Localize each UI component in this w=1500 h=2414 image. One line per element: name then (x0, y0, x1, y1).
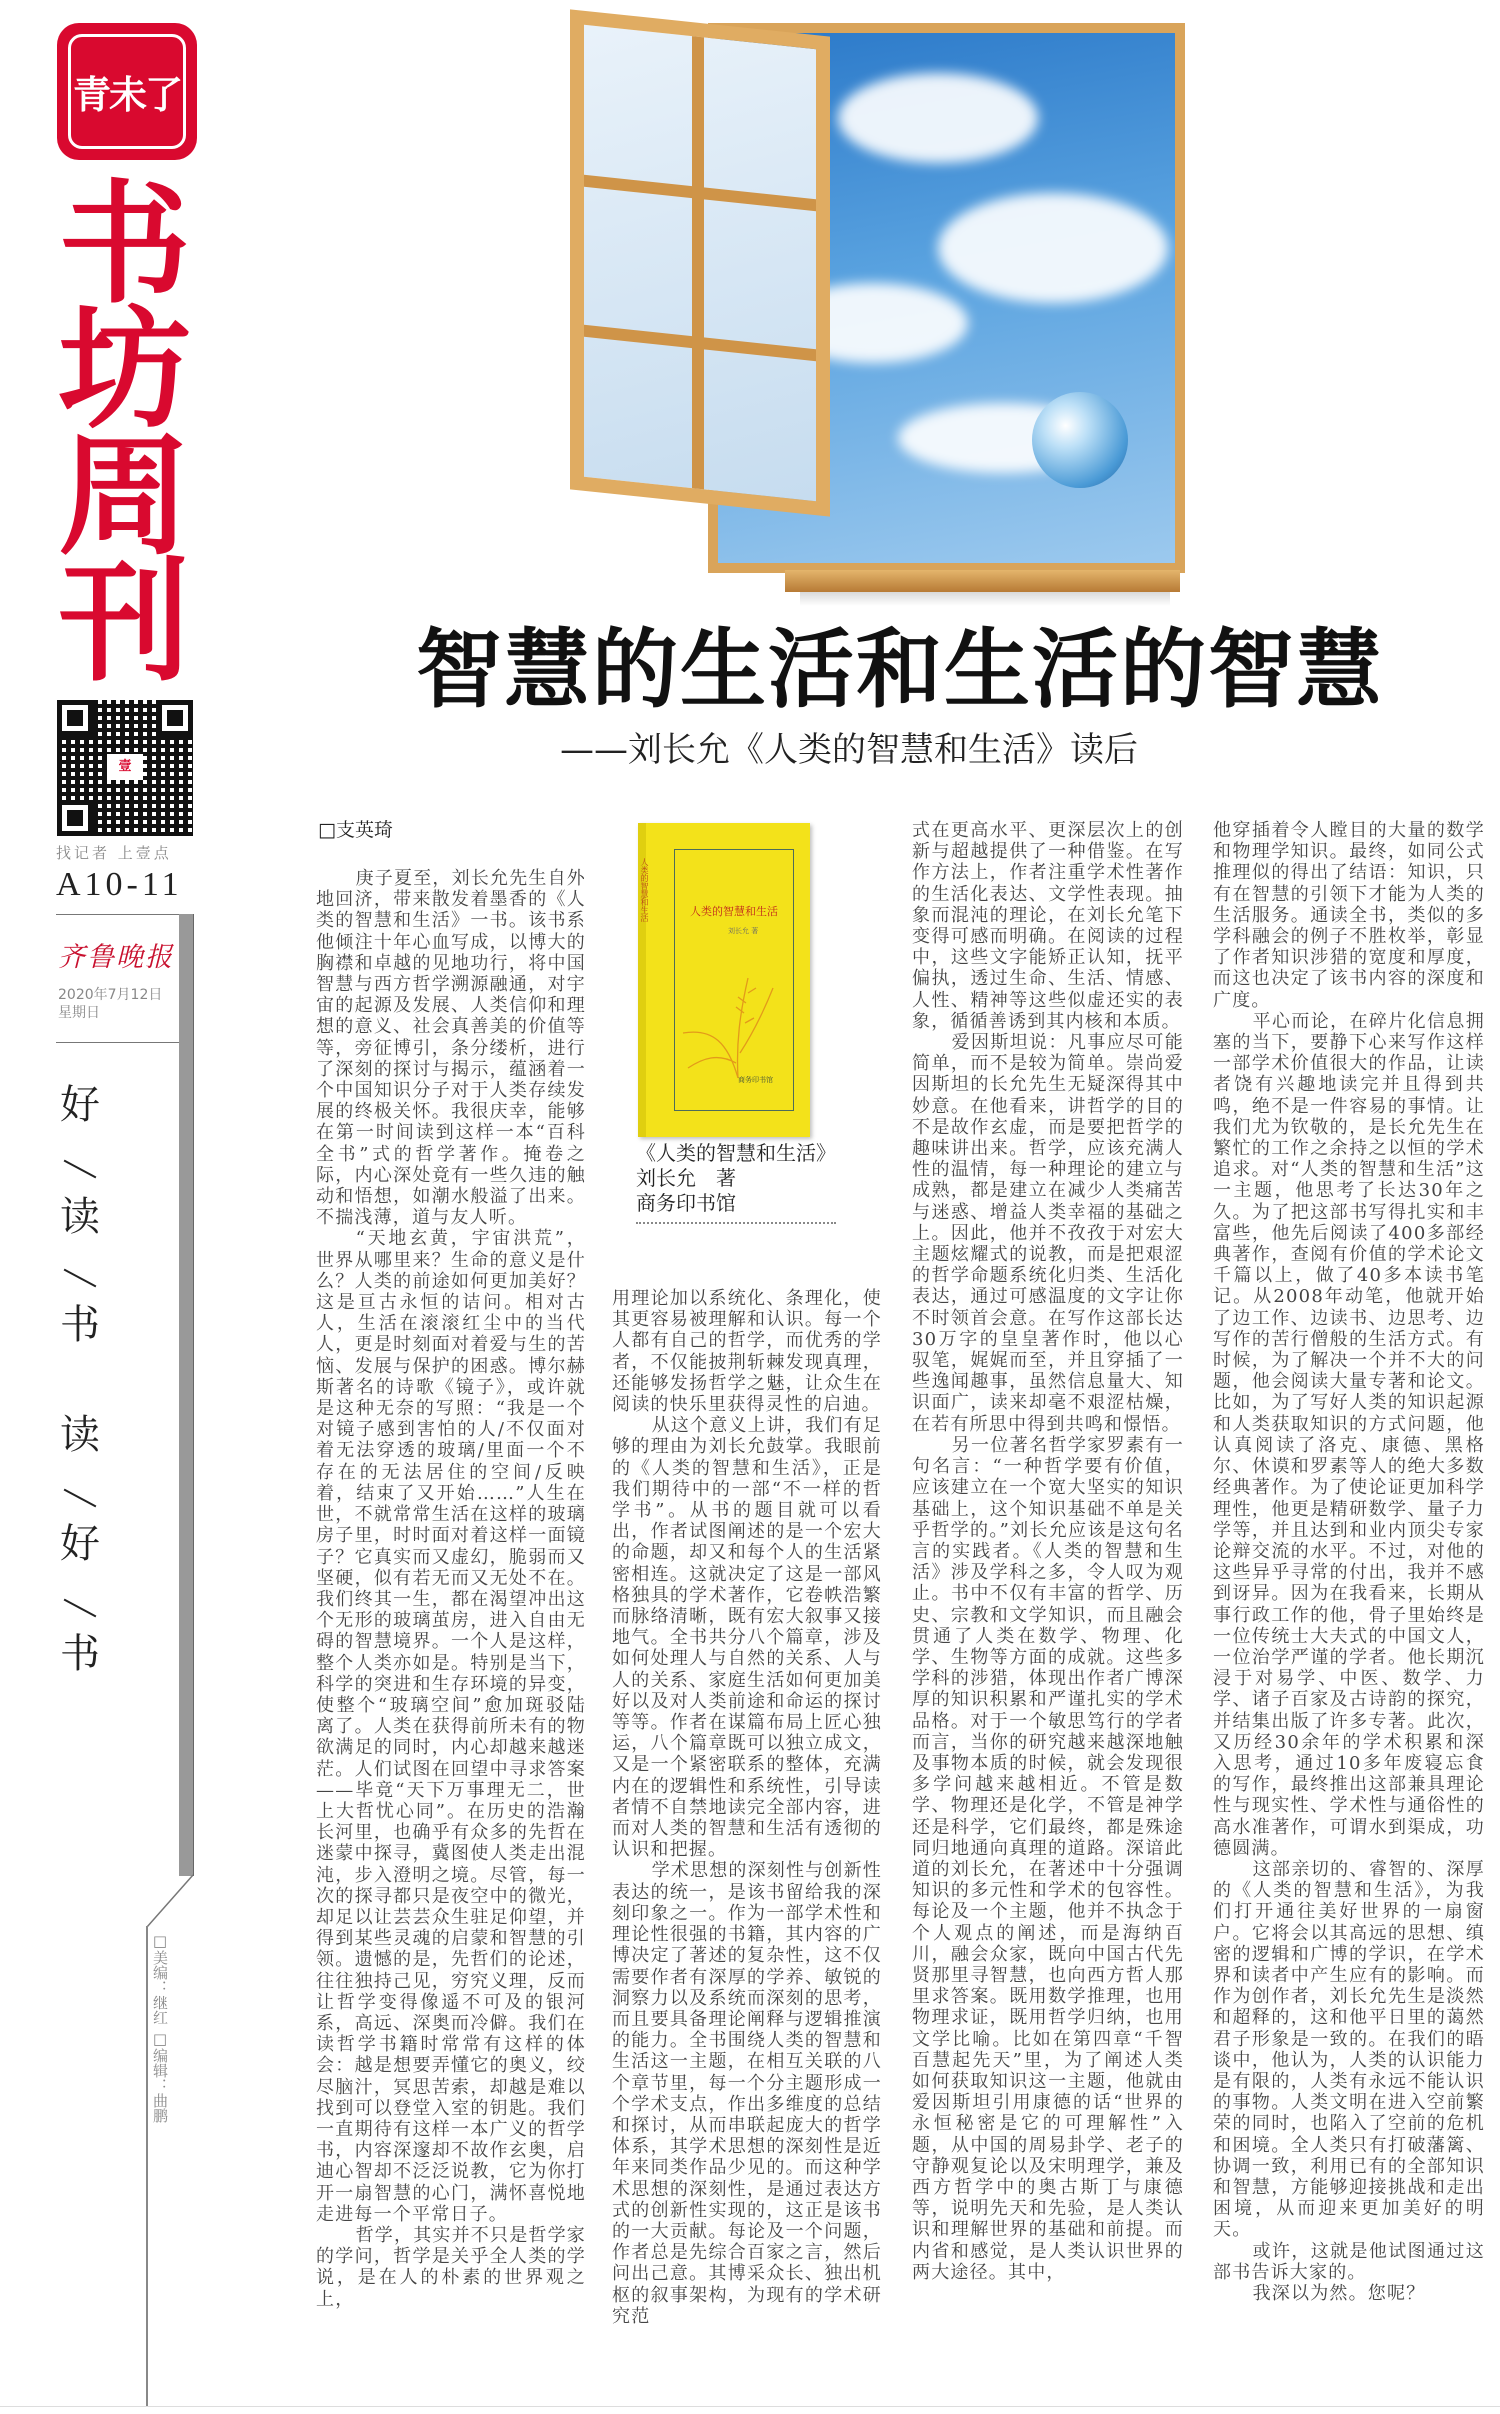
rice-stalk-illustration (678, 973, 788, 1083)
qr-caption: 找记者 上壹点 (56, 844, 172, 862)
article-paragraph: 哲学，其实并不只是哲学家的学问，哲学是关乎全人类的学说，是在人的朴素的世界观之上， (316, 2225, 586, 2310)
slogan-char: 读 (60, 1194, 100, 1240)
article-paragraph: 这部亲切的、睿智的、深厚的《人类的智慧和生活》，为我们打开通往美好世界的一扇窗户。它将会以其高远的思想、缜密的逻辑和广博的学识，在学术界和读者中产生应有的影响。而作为创作者，刘长允先生是淡然和超释的，这和他平日里的蔼然君子形象是一致的。在我们的晤谈中，他认为，人类的认识能力是有限的，人类有永远不能认识的事物。人类文明在进入空前繁荣的同时，也陷入了空前的危机和困境。全人类只有打破藩篱、协调一致，利用已有的全部知识和智慧，方能够迎接挑战和走出困境，从而迎来更加美好的明天。 (1213, 1858, 1485, 2241)
column-name-char: 书 (58, 168, 191, 322)
book-cover-publisher: 商务印书馆 (738, 1076, 773, 1084)
book-cover-image (638, 823, 810, 1137)
article-column (316, 868, 586, 2310)
slash-divider (64, 1599, 97, 1618)
article-paragraph: 从这个意义上讲，我们有足够的理由为刘长允鼓掌。我眼前的《人类的智慧和生活》，正是我们期待中的一部“不一样的哲学书”。从书的题目就可以看出，作者试图阐述的是一个宏大的命题，却又和每个人的生活紧密相连。这就决定了这是一部风格独具的学术著作，它卷帙浩繁而脉络清晰，既有宏大叙事又接地气。全书共分八个篇章，涉及如何处理人与自然的关系、人与人的关系、家庭生活如何更加美好以及对人类前途和命运的探讨等等。作者在谋篇布局上匠心独运，八个篇章既可以独立成文，又是一个紧密联系的整体，充满内在的逻辑性和系统性，引导读者情不自禁地读完全部内容，进而对人类的智慧和生活有透彻的认识和把握。 (612, 1415, 882, 1861)
slash-divider (64, 1489, 97, 1508)
qingweiliao-logo (57, 23, 197, 160)
window-mullion (692, 36, 704, 489)
slogan-char: 读 (60, 1412, 100, 1458)
article-column (1213, 820, 1485, 2304)
divider (56, 1042, 179, 1043)
article-paragraph: 用理论加以系统化、条理化，使其更容易被理解和认识。每一个人都有自己的哲学，而优秀的学者，不仅能披荆斩棘发现真理，还能够发扬哲学之魅，让众生在阅读的快乐里获得灵性的启迪。 (612, 1288, 882, 1416)
slash-divider (64, 1160, 97, 1179)
page-number: A10-11 (56, 866, 183, 903)
slogan-char: 好 (60, 1521, 100, 1567)
slogan-char: 好 (60, 1082, 100, 1128)
issue-weekday: 星期日 (58, 1005, 100, 1021)
divider (56, 914, 193, 915)
article-paragraph: 庚子夏至，刘长允先生自外地回济，带来散发着墨香的《人类的智慧和生活》一书。该书系他倾注十年心血写成，以博大的胸襟和卓越的见地功行，将中国智慧与西方哲学溯源融通，对宇宙的起源及发展、人类信仰和理想的意义、社会真善美的价值等等，旁征博引，条分缕析，进行了深刻的探讨与揭示，蕴涵着一个中国知识分子对于人类存续发展的终极关怀。我很庆幸，能够在第一时间读到这样一本“百科全书”式的哲学著作。掩卷之际，内心深处竟有一些久违的触动和悟想，如潮水般溢了出来。不揣浅薄，道与友人听。 (316, 868, 586, 1229)
caption-publisher: 商务印书馆 (636, 1191, 736, 1215)
book-cover-title: 人类的智慧和生活 (690, 905, 778, 918)
article-column (912, 820, 1184, 2283)
slogan-char: 书 (60, 1302, 100, 1348)
book-spine-title: 人类的智慧和生活 (640, 858, 649, 922)
article-paragraph: 另一位著名哲学家罗素有一句名言：“一种哲学要有价值，应该建立在一个宽大坚实的知识基础上，这个知识基础不单是关乎哲学的。”刘长允应该是这句名言的实践者。《人类的智慧和生活》涉及学科之多，令人叹为观止。书中不仅有丰富的哲学、历史、宗教和文学知识，而且融会贯通了人类在数学、物理、化学、生物等方面的成就。这些多学科的涉猎，体现出作者广博深厚的知识积累和严谨扎实的学术品格。对于一个敏思笃行的学者而言，当你的研究越来越深地触及事物本质的时候，就会发现很多学问越来越相近。不管是数学、物理还是化学，不管是神学还是科学，它们最终，都是殊途同归地通向真理的道路。深谙此道的刘长允，在著述中十分强调知识的多元性和学术的包容性。每论及一个主题，他并不执念于个人观点的阐述，而是海纳百川，融会众家，既向中国古代先贤那里寻智慧，也向西方哲人那里求答案。既用数学推理，也用物理求证，既用哲学归纳，也用文学比喻。比如在第四章“千智百慧起先天”里，为了阐述人类如何获取知识这一主题，他就由爱因斯坦引用康德的话“世界的永恒秘密是它的可理解性”入题，从中国的周易卦学、老子的守静观复论以及宋明理学，兼及西方哲学中的奥古斯丁与康德等，说明先天和先验，是人类认识和理解世界的基础和前提。而内省和感觉，是人类认识世界的两大途径。其中， (912, 1434, 1184, 2283)
caption-title: 《人类的智慧和生活》 (636, 1141, 836, 1165)
page-bottom-border (0, 2406, 1500, 2407)
caption-divider (636, 1222, 836, 1224)
qr-code[interactable] (57, 700, 193, 836)
article-column (612, 1288, 882, 2327)
column-name-char: 坊 (58, 293, 191, 447)
window-sill (785, 570, 1180, 592)
article-paragraph: 平心而论，在碎片化信息拥塞的当下，要静下心来写作这样一部学术价值很大的作品，让读者饶有兴趣地读完并且得到共鸣，绝不是一件容易的事情。让我们尤为钦敬的，是长允先生在繁忙的工作之余持之以恒的学术追求。对“人类的智慧和生活”这一主题，他思考了长达30年之久。为了把这部书写得扎实和丰富些，他先后阅读了400多部经典著作，查阅有价值的学术论文千篇以上，做了40多本读书笔记。从2008年动笔，他就开始了边工作、边读书、边思考、边写作的苦行僧般的生活方式。有时候，为了解决一个并不大的问题，他会阅读大量专著和论文。比如，为了写好人类的知识起源和人类获取知识的方式问题，他认真阅读了洛克、康德、黑格尔、休谟和罗素等人的绝大多数经典著作。为了使论证更加科学理性，他更是精研数学、量子力学等，并且达到和业内顶尖专家论辩交流的水平。不过，对他的这些异乎寻常的付出，我并不感到讶异。因为在我看来，长期从事行政工作的他，骨子里始终是一位传统士大夫式的中国文人，一位治学严谨的学者。他长期沉浸于对易学、中医、数学、力学、诸子百家及古诗韵的探究，并结集出版了许多专著。此次，又历经30余年的学术积累和深入思考，通过10多年废寝忘食的写作，最终推出这部兼具理论性与现实性、学术性与通俗性的高水准著作，可谓水到渠成，功德圆满。 (1213, 1010, 1485, 1859)
qr-finder (157, 700, 193, 736)
article-paragraph: 爱因斯坦说：凡事应尽可能简单，而不是较为简单。崇尚爱因斯坦的长允先生无疑深得其中妙意。在他看来，讲哲学的目的不是故作玄虚，而是要把哲学的趣味讲出来。哲学，应该充满人性的温情，每一种理论的建立与成熟，都是建立在减少人类痛苦与迷惑、增益人类幸福的基础之上。因此，他并不孜孜于对宏大主题炫耀式的说教，而是把艰涩的哲学命题系统化归类、生活化表达，通过可感温度的文字让你不时领首会意。在写作这部长达30万字的皇皇著作时，他以心驭笔，娓娓而至，并且穿插了一些逸闻趣事，虽然信息量大、知识面广，读来却毫不艰涩枯燥，在若有所思中得到共鸣和憬悟。 (912, 1032, 1184, 1435)
open-window-pane (570, 9, 830, 516)
article-paragraph: 我深以为然。您呢？ (1252, 2283, 1426, 2305)
article-title: 智慧的生活和生活的智慧 (416, 620, 1384, 720)
qr-finder (57, 700, 93, 736)
decorative-bar-bend (140, 1870, 200, 1930)
book-cover-author: 刘长允 著 (728, 927, 759, 935)
glass-globe (1032, 392, 1128, 488)
slogan-char: 书 (60, 1631, 100, 1677)
caption-author: 刘长允 著 (636, 1166, 736, 1190)
byline: □支英琦 (318, 819, 393, 841)
qr-center-logo: 壹 (107, 754, 143, 780)
book-caption (636, 1141, 836, 1216)
article-paragraph: 式在更高水平、更深层次上的创新与超越提供了一种借鉴。在写作方法上，作者注重学术性著作的生活化表达、文学性表现。抽象而混沌的理论，在刘长允笔下变得可感而明确。在阅读的过程中，这些文字能矫正认知，抚平偏执，透过生命、生活、情感、人性、精神等这些似虚还实的表象，循循善诱到其内核和本质。 (912, 820, 1184, 1032)
article-subtitle: ——刘长允《人类的智慧和生活》读后 (560, 730, 1138, 770)
article-paragraph: 或许，这就是他试图通过这部书告诉大家的。 (1213, 2240, 1485, 2283)
editor-credits: □美编：继红 □编辑：曲鹏 (151, 1932, 169, 2123)
article-paragraph: “天地玄黄，宇宙洪荒”，世界从哪里来？生命的意义是什么？人类的前途如何更加美好？这是亘古永恒的诘问。相对古人，生活在滚滚红尘中的当代人，更是时刻面对着爱与生的苦恼、发展与保护的困惑。博尔赫斯著名的诗歌《镜子》，或许就是这种无奈的写照：“我是一个对镜子感到害怕的人/不仅面对着无法穿透的玻璃/里面一个不存在的无法居住的空间/反映着，结束了又开始……”人生在世，不就常常生活在这样的玻璃房子里，时时面对着这样一面镜子？它真实而又虚幻，脆弱而又坚硬，似有若无而又无处不在。我们终其一生，都在渴望冲出这个无形的玻璃茧房，进入自由无碍的智慧境界。一个人是这样，整个人类亦如是。特别是当下，科学的突进和生存环境的异变，使整个“玻璃空间”愈加斑驳陆离了。人类在获得前所未有的物欲满足的同时，内心却越来越迷茫。人们试图在回望中寻求答案——毕竟“天下万事理无二，世上大哲忧心同”。在历史的浩瀚长河里，也确乎有众多的先哲在迷蒙中探寻，冀图使人类走出混沌，步入澄明之境。尽管，每一次的探寻都只是夜空中的微光，却足以让芸芸众生驻足仰望，并得到某些灵魂的启蒙和智慧的引领。遗憾的是，先哲们的论述，往往独持己见，穷究义理，反而让哲学变得像遥不可及的银河系，高远、深奥而冷僻。我们在读哲学书籍时常常有这样的体会：越是想要弄懂它的奥义，绞尽脑汁，冥思苦索，却越是难以找到可以登堂入室的钥匙。我们一直期待有这样一本广义的哲学书，内容深邃却不故作玄奥，启迪心智却不泛泛说教，它为你打开一扇智慧的心门，满怀喜悦地走进每一个平常日子。 (316, 1228, 586, 2225)
column-name-char: 周 (58, 420, 191, 574)
issue-date: 2020年7月12日 (58, 987, 163, 1003)
cloud (838, 73, 1038, 163)
slash-divider (64, 1269, 97, 1288)
article-paragraph: 他穿插着令人瞠目的大量的数学和物理学知识。最终，如同公式推理似的得出了结语：知识，只有在智慧的引领下才能为人类的生活服务。通读全书，类似的多学科融会的例子不胜枚举，彰显了作者知识涉猎的宽度和厚度，而这也决定了该书内容的深度和广度。 (1213, 820, 1485, 1011)
column-name-char: 刊 (58, 546, 191, 700)
cloud (938, 193, 1168, 303)
decorative-bar (179, 914, 194, 1876)
divider (146, 1926, 148, 2406)
newspaper-name: 齐鲁晚报 (58, 942, 174, 973)
article-paragraph: 学术思想的深刻性与创新性表达的统一，是该书留给我的深刻印象之一。作为一部学术性和理论性很强的书籍，其内容的广博决定了著述的复杂性，这不仅需要作者有深厚的学养、敏锐的洞察力以及系统而深刻的思考，而且要具备理论阐释与逻辑推演的能力。全书围绕人类的智慧和生活这一主题，在相互关联的八个章节里，每一个分主题形成一个学术支点，作出多维度的总结和探讨，从而串联起庞大的哲学体系，其学术思想的深刻性是近年来同类作品少见的。而这种学术思想的深刻性，是通过表达方式的创新性实现的，这正是该书的一大贡献。每论及一个问题，作者总是先综合百家之言，然后问出己意。其博采众长、独出机枢的叙事架构，为现有的学术研究范 (612, 1860, 882, 2327)
qr-finder (57, 800, 93, 836)
logo-text: 青未了 (68, 34, 186, 149)
